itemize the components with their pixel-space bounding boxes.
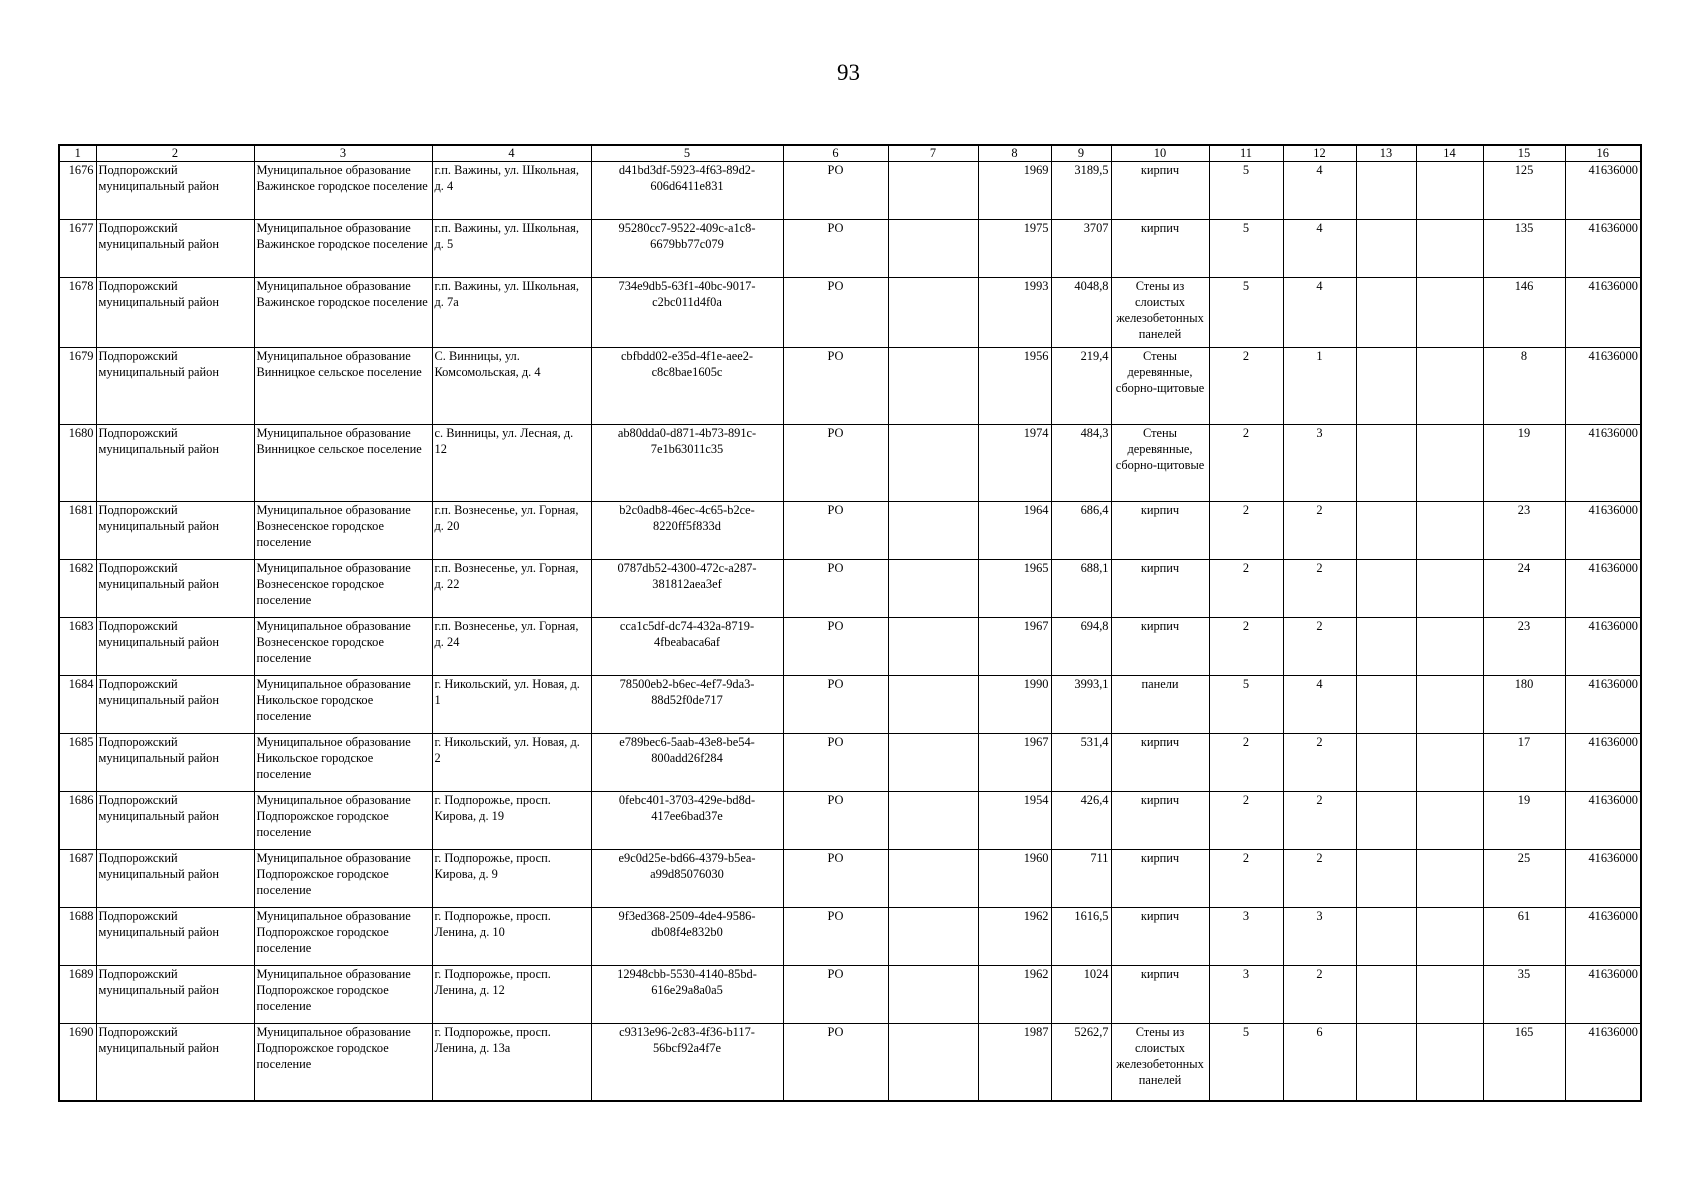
total-area-cell: 1616,5 (1051, 908, 1111, 966)
floors-cell: 2 (1209, 502, 1283, 560)
municipality-cell: Муниципальное образование Винницкое сельское поселение (254, 348, 432, 425)
oktmo-cell: 41636000 (1565, 278, 1641, 348)
entrances-cell: 1 (1283, 348, 1356, 425)
column-15-cell: 8 (1483, 348, 1565, 425)
address-cell: с. Винницы, ул. Лесная, д. 12 (432, 425, 591, 502)
municipality-cell: Муниципальное образование Никольское городское поселение (254, 676, 432, 734)
column-7-cell (888, 220, 978, 278)
municipality-cell: Муниципальное образование Вознесенское городское поселение (254, 618, 432, 676)
column-15-cell: 135 (1483, 220, 1565, 278)
column-7-cell (888, 908, 978, 966)
table-row (59, 348, 1641, 425)
floors-cell: 2 (1209, 348, 1283, 425)
address-cell: г. Подпорожье, просп. Ленина, д. 13а (432, 1024, 591, 1101)
table-row (59, 792, 1641, 850)
total-area-cell: 426,4 (1051, 792, 1111, 850)
address-cell: г. Подпорожье, просп. Кирова, д. 19 (432, 792, 591, 850)
column-13-cell (1356, 425, 1416, 502)
entrances-cell: 4 (1283, 162, 1356, 220)
column-14-cell (1416, 908, 1483, 966)
column-13-cell (1356, 162, 1416, 220)
column-15-cell: 180 (1483, 676, 1565, 734)
total-area-cell: 688,1 (1051, 560, 1111, 618)
oktmo-cell: 41636000 (1565, 502, 1641, 560)
total-area-cell: 3189,5 (1051, 162, 1111, 220)
column-header: 4 (432, 145, 591, 162)
column-header: 16 (1565, 145, 1641, 162)
table-row (59, 908, 1641, 966)
column-7-cell (888, 734, 978, 792)
row-number: 1687 (59, 850, 96, 908)
wall-material-cell: кирпич (1111, 966, 1209, 1024)
column-7-cell (888, 425, 978, 502)
build-year-cell: 1954 (978, 792, 1051, 850)
oktmo-cell: 41636000 (1565, 1024, 1641, 1101)
column-header: 10 (1111, 145, 1209, 162)
floors-cell: 2 (1209, 560, 1283, 618)
management-form-cell: РО (783, 1024, 888, 1101)
district-cell: Подпорожский муниципальный район (96, 162, 254, 220)
district-cell: Подпорожский муниципальный район (96, 560, 254, 618)
address-cell: г.п. Важины, ул. Школьная, д. 7а (432, 278, 591, 348)
house-guid-cell: 0febc401-3703-429e-bd8d-417ee6bad37e (591, 792, 783, 850)
column-13-cell (1356, 348, 1416, 425)
total-area-cell: 711 (1051, 850, 1111, 908)
district-cell: Подпорожский муниципальный район (96, 278, 254, 348)
entrances-cell: 4 (1283, 278, 1356, 348)
municipality-cell: Муниципальное образование Важинское городское поселение (254, 220, 432, 278)
entrances-cell: 2 (1283, 850, 1356, 908)
address-cell: г. Никольский, ул. Новая, д. 2 (432, 734, 591, 792)
district-cell: Подпорожский муниципальный район (96, 850, 254, 908)
entrances-cell: 2 (1283, 734, 1356, 792)
total-area-cell: 686,4 (1051, 502, 1111, 560)
address-cell: г.п. Вознесенье, ул. Горная, д. 20 (432, 502, 591, 560)
district-cell: Подпорожский муниципальный район (96, 220, 254, 278)
wall-material-cell: кирпич (1111, 908, 1209, 966)
wall-material-cell: панели (1111, 676, 1209, 734)
entrances-cell: 2 (1283, 966, 1356, 1024)
row-number: 1683 (59, 618, 96, 676)
column-14-cell (1416, 425, 1483, 502)
column-14-cell (1416, 162, 1483, 220)
oktmo-cell: 41636000 (1565, 676, 1641, 734)
housing-registry-table (58, 144, 1642, 1102)
column-15-cell: 17 (1483, 734, 1565, 792)
column-14-cell (1416, 676, 1483, 734)
house-guid-cell: c9313e96-2c83-4f36-b117-56bcf92a4f7e (591, 1024, 783, 1101)
column-13-cell (1356, 676, 1416, 734)
entrances-cell: 2 (1283, 792, 1356, 850)
table-row (59, 220, 1641, 278)
wall-material-cell: кирпич (1111, 162, 1209, 220)
district-cell: Подпорожский муниципальный район (96, 348, 254, 425)
management-form-cell: РО (783, 966, 888, 1024)
management-form-cell: РО (783, 792, 888, 850)
build-year-cell: 1962 (978, 908, 1051, 966)
floors-cell: 2 (1209, 734, 1283, 792)
column-header: 13 (1356, 145, 1416, 162)
column-13-cell (1356, 908, 1416, 966)
column-15-cell: 35 (1483, 966, 1565, 1024)
total-area-cell: 694,8 (1051, 618, 1111, 676)
municipality-cell: Муниципальное образование Вознесенское городское поселение (254, 502, 432, 560)
district-cell: Подпорожский муниципальный район (96, 966, 254, 1024)
oktmo-cell: 41636000 (1565, 850, 1641, 908)
wall-material-cell: кирпич (1111, 734, 1209, 792)
floors-cell: 5 (1209, 220, 1283, 278)
column-7-cell (888, 792, 978, 850)
column-header: 2 (96, 145, 254, 162)
build-year-cell: 1969 (978, 162, 1051, 220)
floors-cell: 5 (1209, 676, 1283, 734)
table-row (59, 560, 1641, 618)
column-14-cell (1416, 618, 1483, 676)
column-7-cell (888, 618, 978, 676)
wall-material-cell: Стены деревянные, сборно-щитовые (1111, 425, 1209, 502)
entrances-cell: 2 (1283, 502, 1356, 560)
build-year-cell: 1964 (978, 502, 1051, 560)
table-row (59, 425, 1641, 502)
house-guid-cell: e789bec6-5aab-43e8-be54-800add26f284 (591, 734, 783, 792)
management-form-cell: РО (783, 850, 888, 908)
house-guid-cell: d41bd3df-5923-4f63-89d2-606d6411e831 (591, 162, 783, 220)
house-guid-cell: 734e9db5-63f1-40bc-9017-c2bc011d4f0a (591, 278, 783, 348)
build-year-cell: 1990 (978, 676, 1051, 734)
management-form-cell: РО (783, 908, 888, 966)
column-header: 11 (1209, 145, 1283, 162)
column-7-cell (888, 348, 978, 425)
column-7-cell (888, 676, 978, 734)
column-7-cell (888, 850, 978, 908)
table-row (59, 1024, 1641, 1101)
column-7-cell (888, 162, 978, 220)
column-header: 7 (888, 145, 978, 162)
column-14-cell (1416, 278, 1483, 348)
total-area-cell: 531,4 (1051, 734, 1111, 792)
column-header: 5 (591, 145, 783, 162)
entrances-cell: 2 (1283, 618, 1356, 676)
column-13-cell (1356, 278, 1416, 348)
floors-cell: 5 (1209, 278, 1283, 348)
row-number: 1682 (59, 560, 96, 618)
floors-cell: 2 (1209, 850, 1283, 908)
entrances-cell: 6 (1283, 1024, 1356, 1101)
district-cell: Подпорожский муниципальный район (96, 618, 254, 676)
floors-cell: 2 (1209, 792, 1283, 850)
floors-cell: 3 (1209, 908, 1283, 966)
municipality-cell: Муниципальное образование Подпорожское городское поселение (254, 1024, 432, 1101)
wall-material-cell: Стены из слоистых железобетонных панелей (1111, 1024, 1209, 1101)
row-number: 1684 (59, 676, 96, 734)
column-14-cell (1416, 966, 1483, 1024)
address-cell: г. Никольский, ул. Новая, д. 1 (432, 676, 591, 734)
row-number: 1678 (59, 278, 96, 348)
address-cell: г.п. Вознесенье, ул. Горная, д. 24 (432, 618, 591, 676)
entrances-cell: 3 (1283, 908, 1356, 966)
table-row (59, 618, 1641, 676)
column-13-cell (1356, 966, 1416, 1024)
column-header: 1 (59, 145, 96, 162)
entrances-cell: 3 (1283, 425, 1356, 502)
column-13-cell (1356, 734, 1416, 792)
address-cell: С. Винницы, ул. Комсомольская, д. 4 (432, 348, 591, 425)
total-area-cell: 1024 (1051, 966, 1111, 1024)
build-year-cell: 1975 (978, 220, 1051, 278)
column-14-cell (1416, 220, 1483, 278)
column-header: 14 (1416, 145, 1483, 162)
municipality-cell: Муниципальное образование Важинское городское поселение (254, 278, 432, 348)
column-15-cell: 125 (1483, 162, 1565, 220)
entrances-cell: 4 (1283, 220, 1356, 278)
column-13-cell (1356, 220, 1416, 278)
wall-material-cell: кирпич (1111, 850, 1209, 908)
district-cell: Подпорожский муниципальный район (96, 1024, 254, 1101)
column-15-cell: 146 (1483, 278, 1565, 348)
column-13-cell (1356, 850, 1416, 908)
column-14-cell (1416, 734, 1483, 792)
column-15-cell: 23 (1483, 618, 1565, 676)
address-cell: г.п. Вознесенье, ул. Горная, д. 22 (432, 560, 591, 618)
column-15-cell: 19 (1483, 425, 1565, 502)
row-number: 1685 (59, 734, 96, 792)
row-number: 1677 (59, 220, 96, 278)
floors-cell: 5 (1209, 162, 1283, 220)
column-13-cell (1356, 618, 1416, 676)
table-body (59, 162, 1641, 1101)
build-year-cell: 1993 (978, 278, 1051, 348)
management-form-cell: РО (783, 220, 888, 278)
column-7-cell (888, 560, 978, 618)
build-year-cell: 1956 (978, 348, 1051, 425)
table-row (59, 278, 1641, 348)
page-number: 93 (837, 60, 860, 85)
column-15-cell: 19 (1483, 792, 1565, 850)
column-14-cell (1416, 560, 1483, 618)
municipality-cell: Муниципальное образование Подпорожское городское поселение (254, 792, 432, 850)
management-form-cell: РО (783, 278, 888, 348)
district-cell: Подпорожский муниципальный район (96, 676, 254, 734)
wall-material-cell: Стены из слоистых железобетонных панелей (1111, 278, 1209, 348)
column-14-cell (1416, 850, 1483, 908)
house-guid-cell: 78500eb2-b6ec-4ef7-9da3-88d52f0de717 (591, 676, 783, 734)
build-year-cell: 1967 (978, 618, 1051, 676)
row-number: 1690 (59, 1024, 96, 1101)
management-form-cell: РО (783, 502, 888, 560)
municipality-cell: Муниципальное образование Важинское городское поселение (254, 162, 432, 220)
header-row (59, 145, 1641, 162)
house-guid-cell: cca1c5df-dc74-432a-8719-4fbeabaca6af (591, 618, 783, 676)
municipality-cell: Муниципальное образование Подпорожское городское поселение (254, 908, 432, 966)
district-cell: Подпорожский муниципальный район (96, 908, 254, 966)
column-header: 15 (1483, 145, 1565, 162)
row-number: 1689 (59, 966, 96, 1024)
column-header: 8 (978, 145, 1051, 162)
build-year-cell: 1965 (978, 560, 1051, 618)
municipality-cell: Муниципальное образование Подпорожское городское поселение (254, 850, 432, 908)
municipality-cell: Муниципальное образование Винницкое сельское поселение (254, 425, 432, 502)
wall-material-cell: кирпич (1111, 220, 1209, 278)
table-row (59, 966, 1641, 1024)
table-row (59, 676, 1641, 734)
municipality-cell: Муниципальное образование Подпорожское городское поселение (254, 966, 432, 1024)
management-form-cell: РО (783, 676, 888, 734)
column-13-cell (1356, 502, 1416, 560)
column-13-cell (1356, 560, 1416, 618)
oktmo-cell: 41636000 (1565, 162, 1641, 220)
build-year-cell: 1967 (978, 734, 1051, 792)
column-header: 3 (254, 145, 432, 162)
entrances-cell: 4 (1283, 676, 1356, 734)
house-guid-cell: 9f3ed368-2509-4de4-9586-db08f4e832b0 (591, 908, 783, 966)
municipality-cell: Муниципальное образование Никольское городское поселение (254, 734, 432, 792)
column-15-cell: 23 (1483, 502, 1565, 560)
build-year-cell: 1974 (978, 425, 1051, 502)
wall-material-cell: кирпич (1111, 618, 1209, 676)
column-14-cell (1416, 1024, 1483, 1101)
table-row (59, 734, 1641, 792)
house-guid-cell: ab80dda0-d871-4b73-891c-7e1b63011c35 (591, 425, 783, 502)
management-form-cell: РО (783, 425, 888, 502)
address-cell: г. Подпорожье, просп. Ленина, д. 10 (432, 908, 591, 966)
management-form-cell: РО (783, 618, 888, 676)
oktmo-cell: 41636000 (1565, 734, 1641, 792)
table-row (59, 502, 1641, 560)
column-13-cell (1356, 1024, 1416, 1101)
municipality-cell: Муниципальное образование Вознесенское городское поселение (254, 560, 432, 618)
oktmo-cell: 41636000 (1565, 792, 1641, 850)
house-guid-cell: 12948cbb-5530-4140-85bd-616e29a8a0a5 (591, 966, 783, 1024)
oktmo-cell: 41636000 (1565, 348, 1641, 425)
floors-cell: 5 (1209, 1024, 1283, 1101)
address-cell: г. Подпорожье, просп. Ленина, д. 12 (432, 966, 591, 1024)
management-form-cell: РО (783, 560, 888, 618)
district-cell: Подпорожский муниципальный район (96, 425, 254, 502)
wall-material-cell: Стены деревянные, сборно-щитовые (1111, 348, 1209, 425)
house-guid-cell: e9c0d25e-bd66-4379-b5ea-a99d85076030 (591, 850, 783, 908)
column-header: 12 (1283, 145, 1356, 162)
column-7-cell (888, 1024, 978, 1101)
row-number: 1686 (59, 792, 96, 850)
oktmo-cell: 41636000 (1565, 425, 1641, 502)
wall-material-cell: кирпич (1111, 502, 1209, 560)
build-year-cell: 1960 (978, 850, 1051, 908)
column-7-cell (888, 966, 978, 1024)
total-area-cell: 5262,7 (1051, 1024, 1111, 1101)
column-15-cell: 165 (1483, 1024, 1565, 1101)
column-header: 6 (783, 145, 888, 162)
column-13-cell (1356, 792, 1416, 850)
house-guid-cell: 0787db52-4300-472c-a287-381812aea3ef (591, 560, 783, 618)
row-number: 1688 (59, 908, 96, 966)
management-form-cell: РО (783, 162, 888, 220)
build-year-cell: 1962 (978, 966, 1051, 1024)
address-cell: г.п. Важины, ул. Школьная, д. 5 (432, 220, 591, 278)
table-row (59, 162, 1641, 220)
management-form-cell: РО (783, 348, 888, 425)
column-15-cell: 61 (1483, 908, 1565, 966)
column-header: 9 (1051, 145, 1111, 162)
house-guid-cell: b2c0adb8-46ec-4c65-b2ce-8220ff5f833d (591, 502, 783, 560)
total-area-cell: 219,4 (1051, 348, 1111, 425)
district-cell: Подпорожский муниципальный район (96, 734, 254, 792)
wall-material-cell: кирпич (1111, 792, 1209, 850)
oktmo-cell: 41636000 (1565, 560, 1641, 618)
column-15-cell: 24 (1483, 560, 1565, 618)
house-guid-cell: 95280cc7-9522-409c-a1c8-6679bb77c079 (591, 220, 783, 278)
oktmo-cell: 41636000 (1565, 908, 1641, 966)
column-7-cell (888, 502, 978, 560)
district-cell: Подпорожский муниципальный район (96, 792, 254, 850)
row-number: 1680 (59, 425, 96, 502)
address-cell: г. Подпорожье, просп. Кирова, д. 9 (432, 850, 591, 908)
column-15-cell: 25 (1483, 850, 1565, 908)
total-area-cell: 3707 (1051, 220, 1111, 278)
total-area-cell: 3993,1 (1051, 676, 1111, 734)
wall-material-cell: кирпич (1111, 560, 1209, 618)
floors-cell: 2 (1209, 618, 1283, 676)
oktmo-cell: 41636000 (1565, 220, 1641, 278)
entrances-cell: 2 (1283, 560, 1356, 618)
row-number: 1676 (59, 162, 96, 220)
oktmo-cell: 41636000 (1565, 618, 1641, 676)
column-14-cell (1416, 348, 1483, 425)
build-year-cell: 1987 (978, 1024, 1051, 1101)
total-area-cell: 484,3 (1051, 425, 1111, 502)
column-14-cell (1416, 792, 1483, 850)
address-cell: г.п. Важины, ул. Школьная, д. 4 (432, 162, 591, 220)
oktmo-cell: 41636000 (1565, 966, 1641, 1024)
total-area-cell: 4048,8 (1051, 278, 1111, 348)
row-number: 1681 (59, 502, 96, 560)
house-guid-cell: cbfbdd02-e35d-4f1e-aee2-c8c8bae1605c (591, 348, 783, 425)
floors-cell: 3 (1209, 966, 1283, 1024)
district-cell: Подпорожский муниципальный район (96, 502, 254, 560)
column-14-cell (1416, 502, 1483, 560)
column-7-cell (888, 278, 978, 348)
row-number: 1679 (59, 348, 96, 425)
management-form-cell: РО (783, 734, 888, 792)
table-row (59, 850, 1641, 908)
floors-cell: 2 (1209, 425, 1283, 502)
